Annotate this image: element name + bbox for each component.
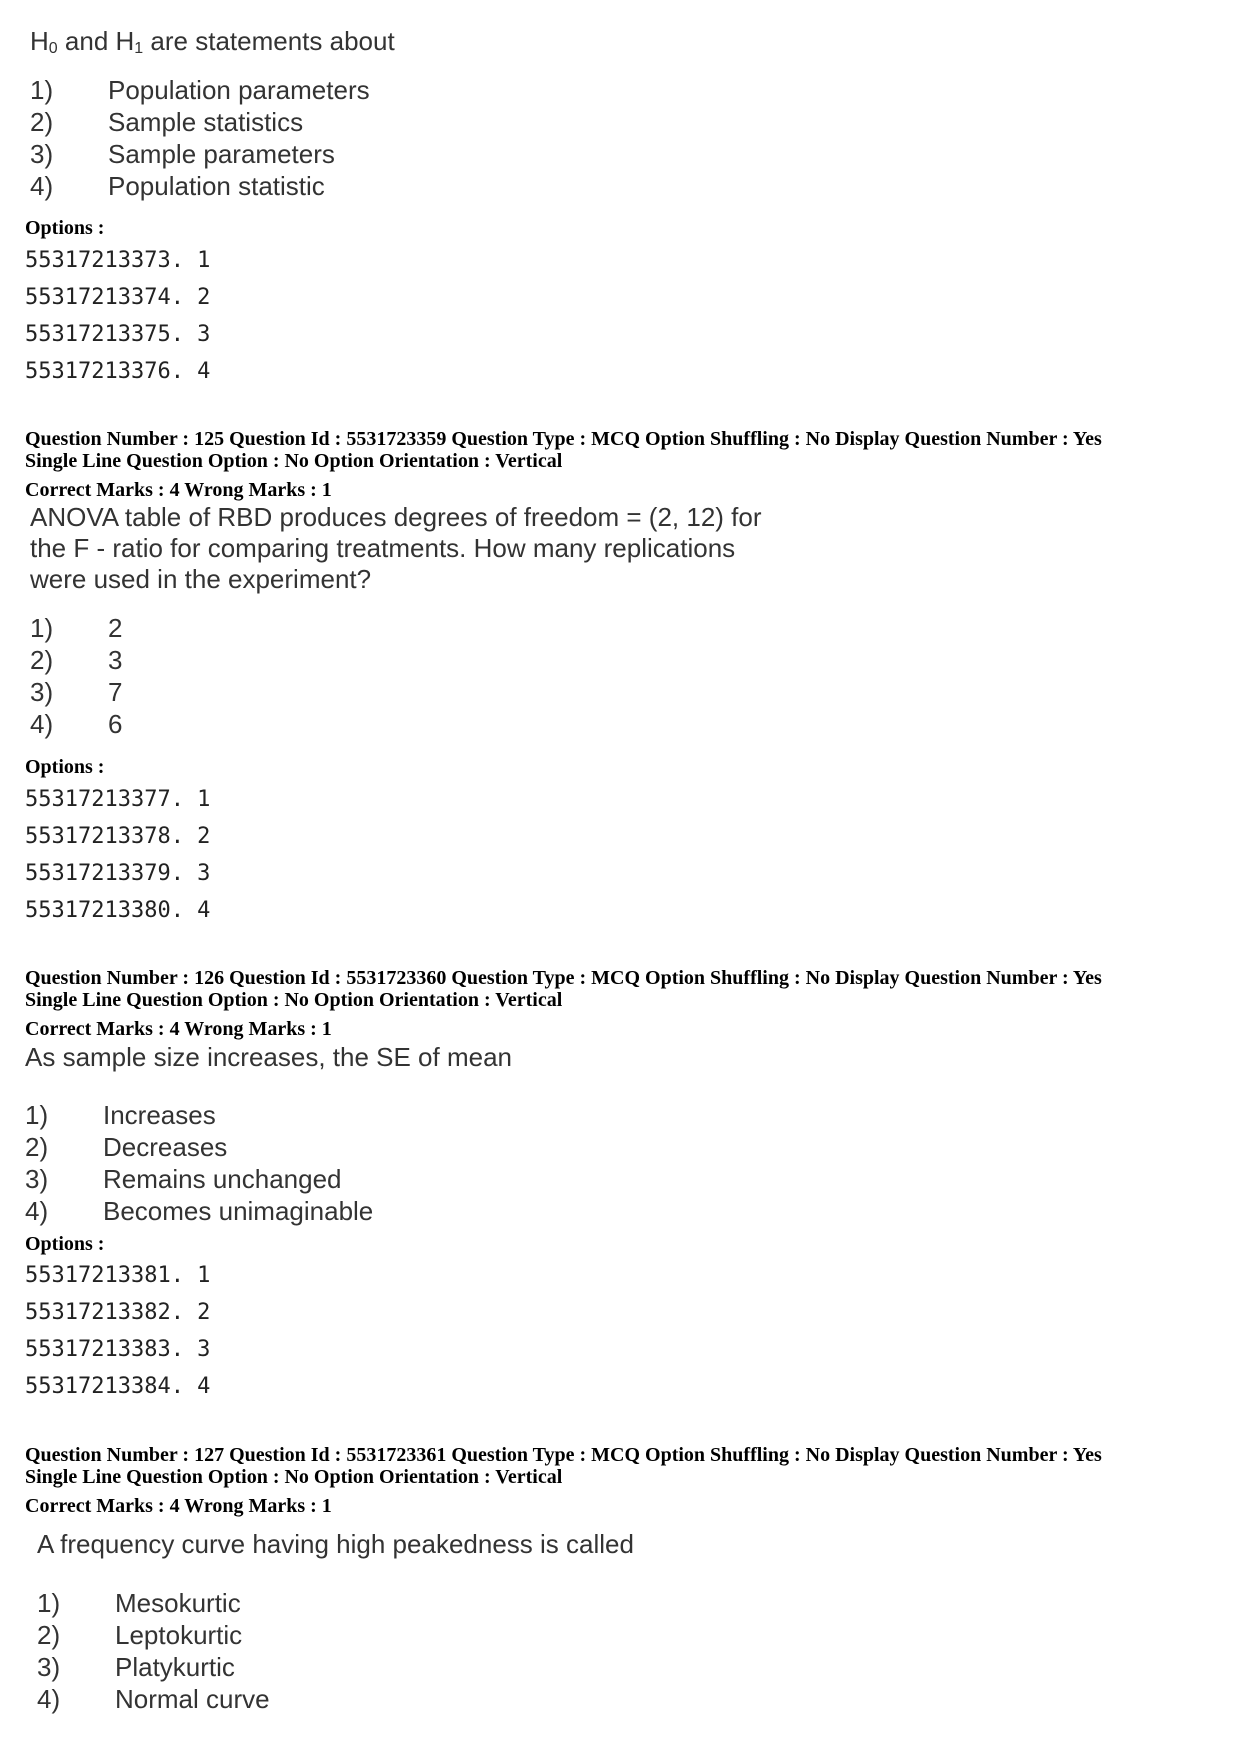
choice-item (30, 676, 630, 708)
choice-text: Sample parameters (108, 139, 335, 169)
choice-number: 2) (30, 645, 54, 675)
choice-number: 2) (37, 1620, 61, 1650)
q126-meta (25, 967, 1225, 1011)
choice-item (30, 106, 630, 138)
option-id: 55317213378. 2 (25, 824, 211, 849)
choice-text: Leptokurtic (115, 1620, 243, 1650)
choice-number: 4) (30, 171, 54, 201)
choice-item (30, 644, 630, 676)
q125-meta-line1: Question Number : 125 Question Id : 5531723359 Question Type : MCQ Option Shuffling : No Display Question Number : Yes (25, 428, 1102, 450)
choice-number: 2) (25, 1132, 49, 1162)
q125-meta-line2: Single Line Question Option : No Option Orientation : Vertical (25, 450, 563, 472)
choice-number: 4) (25, 1196, 49, 1226)
choice-text: 6 (108, 709, 123, 739)
choice-item (37, 1587, 637, 1619)
option-id: 55317213377. 1 (25, 787, 211, 812)
choice-text: Normal curve (115, 1684, 270, 1714)
choice-text: Decreases (103, 1132, 228, 1162)
q124-stem-h: H (30, 26, 49, 56)
choice-number: 1) (30, 75, 54, 105)
choice-text: Remains unchanged (103, 1164, 342, 1194)
option-id: 55317213375. 3 (25, 322, 211, 347)
q124-stem-sub0: 0 (48, 40, 58, 57)
q125-stem (30, 502, 830, 595)
q127-choice-list (37, 1587, 637, 1715)
q125-options-label: Options : (25, 756, 105, 778)
q126-option-ids (25, 1257, 425, 1405)
option-id: 55317213373. 1 (25, 248, 211, 273)
choice-item (37, 1683, 637, 1715)
choice-text: 7 (108, 677, 123, 707)
choice-item (30, 138, 630, 170)
q125-meta (25, 428, 1225, 472)
choice-number: 4) (30, 709, 54, 739)
option-id: 55317213379. 3 (25, 861, 211, 886)
choice-text: 3 (108, 645, 123, 675)
choice-number: 2) (30, 107, 54, 137)
choice-text: Population parameters (108, 75, 370, 105)
q124-stem-and: and H (57, 26, 135, 56)
option-id: 55317213380. 4 (25, 898, 211, 923)
choice-item (25, 1163, 625, 1195)
option-id: 55317213374. 2 (25, 285, 211, 310)
choice-item (25, 1195, 625, 1227)
q124-stem-rest: are statements about (143, 26, 395, 56)
q125-stem-line: the F - ratio for comparing treatments. How many replications (30, 533, 736, 563)
choice-item (30, 170, 630, 202)
choice-text: Becomes unimaginable (103, 1196, 374, 1226)
q126-options-label: Options : (25, 1233, 105, 1255)
q126-stem: As sample size increases, the SE of mean (25, 1042, 513, 1072)
q125-option-ids (25, 781, 425, 929)
q125-stem-line: were used in the experiment? (30, 564, 372, 594)
choice-text: Population statistic (108, 171, 325, 201)
choice-number: 4) (37, 1684, 61, 1714)
q125-stem-line: ANOVA table of RBD produces degrees of freedom = (2, 12) for (30, 502, 762, 532)
q126-meta-line2: Single Line Question Option : No Option Orientation : Vertical (25, 989, 563, 1011)
choice-number: 1) (25, 1100, 49, 1130)
option-id: 55317213381. 1 (25, 1263, 211, 1288)
q124-stem-sub1: 1 (134, 40, 144, 57)
choice-text: 2 (108, 613, 123, 643)
choice-text: Sample statistics (108, 107, 304, 137)
q124-stem (30, 24, 630, 58)
choice-item (30, 74, 630, 106)
q126-meta-line1: Question Number : 126 Question Id : 5531723360 Question Type : MCQ Option Shuffling : No Display Question Number : Yes (25, 967, 1102, 989)
choice-number: 1) (30, 613, 54, 643)
q124-option-ids (25, 242, 425, 390)
choice-number: 3) (25, 1164, 49, 1194)
choice-item (30, 612, 630, 644)
choice-text: Mesokurtic (115, 1588, 241, 1618)
choice-text: Increases (103, 1100, 216, 1130)
q126-choice-list (25, 1099, 625, 1227)
q127-stem: A frequency curve having high peakedness is called (37, 1529, 634, 1559)
choice-text: Platykurtic (115, 1652, 235, 1682)
choice-number: 1) (37, 1588, 61, 1618)
choice-number: 3) (30, 677, 54, 707)
q126-marks: Correct Marks : 4 Wrong Marks : 1 (25, 1018, 332, 1040)
q127-meta-line1: Question Number : 127 Question Id : 5531723361 Question Type : MCQ Option Shuffling : No Display Question Number : Yes (25, 1444, 1102, 1466)
q125-choice-list (30, 612, 630, 740)
choice-item (25, 1099, 625, 1131)
choice-item (37, 1619, 637, 1651)
q124-options-label: Options : (25, 217, 105, 239)
option-id: 55317213384. 4 (25, 1374, 211, 1399)
choice-item (30, 708, 630, 740)
choice-number: 3) (30, 139, 54, 169)
q125-marks: Correct Marks : 4 Wrong Marks : 1 (25, 479, 332, 501)
option-id: 55317213383. 3 (25, 1337, 211, 1362)
choice-item (37, 1651, 637, 1683)
option-id: 55317213382. 2 (25, 1300, 211, 1325)
q127-marks: Correct Marks : 4 Wrong Marks : 1 (25, 1495, 332, 1517)
choice-item (25, 1131, 625, 1163)
q127-meta (25, 1444, 1225, 1488)
q127-meta-line2: Single Line Question Option : No Option Orientation : Vertical (25, 1466, 563, 1488)
choice-number: 3) (37, 1652, 61, 1682)
q124-choice-list (30, 74, 630, 202)
option-id: 55317213376. 4 (25, 359, 211, 384)
